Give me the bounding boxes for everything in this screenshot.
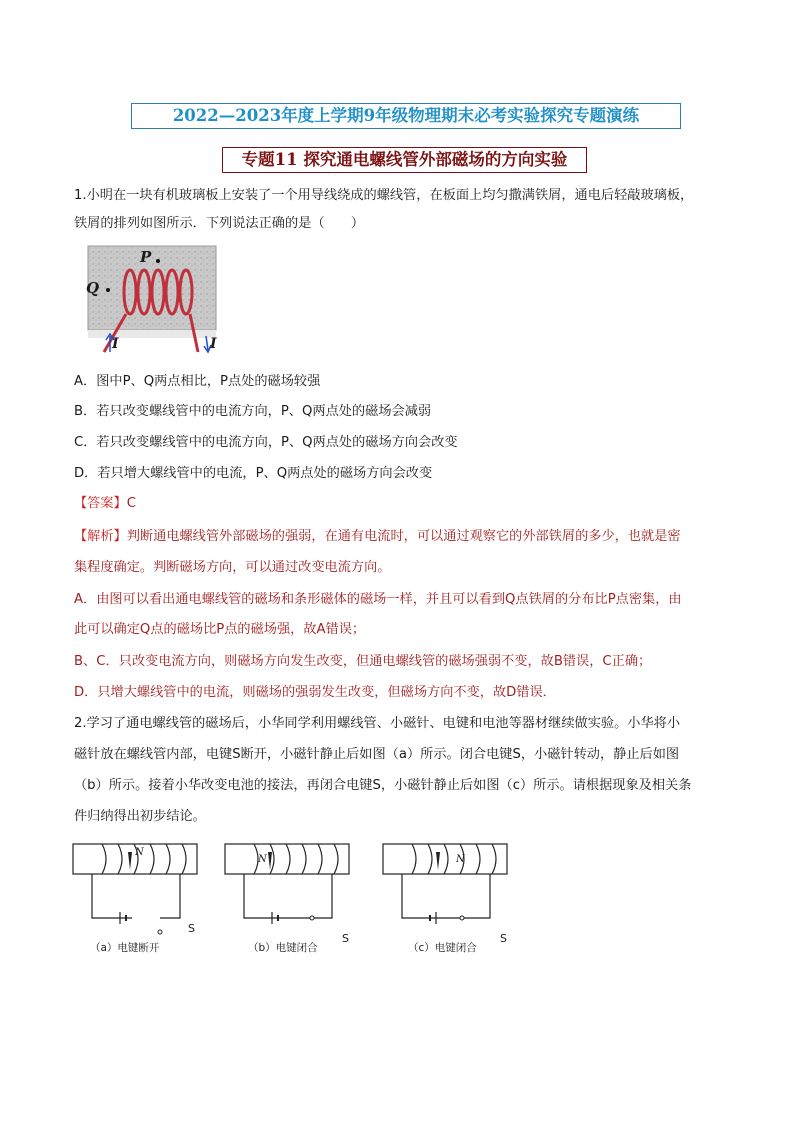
figure-b [224,842,354,960]
figure-c-needle-label: N [456,854,465,865]
q1-option-b: B．若只改变螺线管中的电流方向，P、Q两点处的磁场会减弱 [74,404,432,419]
figure-a [72,842,202,960]
label-q: Q [86,279,100,297]
q2-stem-line2: 磁针放在螺线管内部，电键S断开，小磁针静止后如图（a）所示。闭合电键S，小磁针转动，静止后如图 [74,747,680,762]
q1-option-a: A．图中P、Q两点相比，P点处的磁场较强 [74,374,321,389]
q1-analysis-a-line2: 此可以确定Q点的磁场比P点的磁场强，故A错误； [74,622,366,637]
figure-c [382,842,512,960]
q1-analysis-bc: B、C．只改变电流方向，则磁场方向发生改变，但通电螺线管的磁场强弱不变，故B错误，C正确； [74,654,652,669]
answer-value: C [126,496,136,511]
solenoid-photo [86,244,220,356]
figure-b-caption: （b）电键闭合 [248,942,318,954]
topic-subtitle: 专题11 探究通电螺线管外部磁场的方向实验 [222,147,587,173]
figure-c-switch-label: S [500,932,507,945]
q2-stem-line3: （b）所示。接着小华改变电池的接法，再闭合电键S，小磁针静止后如图（c）所示。请根据现象及相关条 [74,778,692,793]
q2-stem-line1: 2.学习了通电螺线管的磁场后，小华同学利用螺线管、小磁针、电键和电池等器材继续做实验。小华将小 [74,716,681,731]
answer-tag: 【答案】 [74,496,127,511]
analysis-tag: 【解析】 [74,529,127,544]
figure-b-needle-label: N [258,854,267,865]
q1-answer [74,494,136,514]
figure-c-caption: （c）电键闭合 [408,942,477,954]
analysis-text-1: 判断通电螺线管外部磁场的强弱，在通有电流时，可以通过观察它的外部铁屑的多少，也就是密 [126,529,681,544]
figure-a-switch-label: S [188,922,195,935]
label-p: P [140,248,152,266]
q1-stem-line2: 铁屑的排列如图所示．下列说法正确的是（ ） [74,216,365,231]
figure-a-caption: （a）电键断开 [90,942,160,954]
figure-b-switch-label: S [342,932,349,945]
label-current-left: I [112,336,119,352]
q2-stem-line4: 件归纳得出初步结论。 [74,809,206,824]
q1-option-c: C．若只改变螺线管中的电流方向，P、Q两点处的磁场方向会改变 [74,435,458,450]
q1-stem-line1: 1.小明在一块有机玻璃板上安装了一个用导线绕成的螺线管，在板面上均匀撒满铁屑，通电后轻敲玻璃板， [74,188,694,203]
q1-analysis-d: D．只增大螺线管中的电流，则磁场的强弱发生改变，但磁场方向不变，故D错误． [74,685,556,700]
q1-option-d: D．若只增大螺线管中的电流，P、Q两点处的磁场方向会改变 [74,466,433,481]
q1-analysis-a-line1: A．由图可以看出通电螺线管的磁场和条形磁体的磁场一样，并且可以看到Q点铁屑的分布比P点密集，由 [74,592,682,607]
q1-analysis-line2: 集程度确定。判断磁场方向，可以通过改变电流方向。 [74,560,391,575]
q1-analysis-line1 [74,527,681,547]
figure-a-needle-label: N [135,847,144,858]
label-current-right: I [210,336,217,352]
page-title: 2022—2023年度上学期9年级物理期末必考实验探究专题演练 [131,103,681,129]
